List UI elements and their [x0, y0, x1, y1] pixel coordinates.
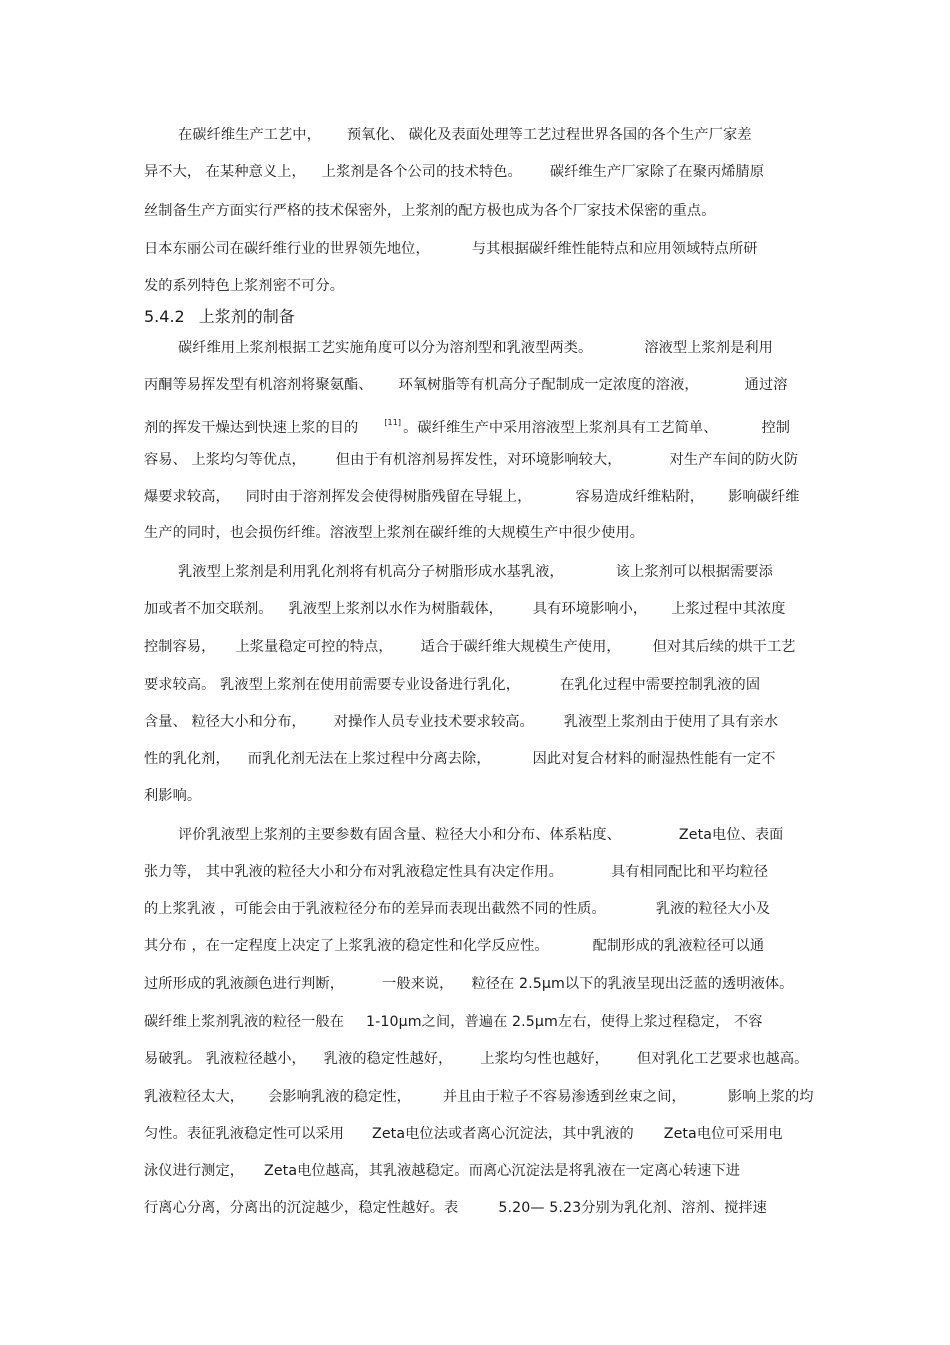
text-line: 匀性。表征乳液稳定性可以采用 Zeta电位法或者离心沉淀法，其中乳液的 Zeta电位可采用电 — [144, 1126, 783, 1142]
text-line: 过所形成的乳液颜色进行判断， 一般来说， 粒径在 2.5μm以下的乳液呈现出泛蓝的透明液体。 — [144, 976, 794, 992]
text-line: 碳纤维用上浆剂根据工艺实施角度可以分为溶剂型和乳液型两类。 溶液型上浆剂是利用 — [178, 340, 773, 356]
text-line: 剂的挥发干燥达到快速上浆的目的 [11] 。碳纤维生产中采用溶液型上浆剂具有工艺简单、 控制 — [144, 418, 791, 436]
text-line: 在碳纤维生产工艺中， 预氧化、 碳化及表面处理等工艺过程世界各国的各个生产厂家差 — [178, 127, 752, 143]
text-line: 碳纤维上浆剂乳液的粒径一般在 1-10μm之间，普遍在 2.5μm左右，使得上浆过程稳定， 不容 — [144, 1014, 763, 1030]
text-line: 容易、 上浆均匀等优点， 但由于有机溶剂易挥发性，对环境影响较大， 对生产车间的防火防 — [144, 452, 799, 468]
text-line: 易破乳。 乳液粒径越小， 乳液的稳定性越好， 上浆均匀性也越好， 但对乳化工艺要求也越高。 — [144, 1051, 809, 1067]
text-line: 异不大， 在某种意义上， 上浆剂是各个公司的技术特色。 碳纤维生产厂家除了在聚丙烯腈原 — [144, 164, 765, 180]
citation-mark: [11] — [384, 418, 402, 427]
text-line: 要求较高。 乳液型上浆剂在使用前需要专业设备进行乳化， 在乳化过程中需要控制乳液的固 — [144, 677, 761, 693]
text-line: 控制容易， 上浆量稳定可控的特点， 适合于碳纤维大规模生产使用， 但对其后续的烘干工艺 — [144, 639, 796, 655]
text-line: 加或者不加交联剂。 乳液型上浆剂以水作为树脂载体， 具有环境影响小， 上浆过程中其浓度 — [144, 601, 786, 617]
text-line: 利影响。 — [144, 788, 202, 804]
text-line: 乳液型上浆剂是利用乳化剂将有机高分子树脂形成水基乳液， 该上浆剂可以根据需要添 — [178, 564, 773, 580]
text-line: 丝制备生产方面实行严格的技术保密外，上浆剂的配方极也成为各个厂家技术保密的重点。 — [144, 203, 716, 219]
text-line: 日本东丽公司在碳纤维行业的世界领先地位， 与其根据碳纤维性能特点和应用领域特点所研 — [144, 241, 758, 257]
text-line: 泳仪进行测定， Zeta电位越高，其乳液越稳定。而离心沉淀法是将乳液在一定离心转速下进 — [144, 1163, 741, 1179]
text-line: 张力等， 其中乳液的粒径大小和分布对乳液稳定性具有决定作用。 具有相同配比和平均粒径 — [144, 864, 769, 880]
text-line: 发的系列特色上浆剂密不可分。 — [144, 278, 345, 294]
text-line: 乳液粒径太大， 会影响乳液的稳定性， 并且由于粒子不容易渗透到丝束之间， 影响上浆的均 — [144, 1089, 814, 1105]
text-line: 性的乳化剂， 而乳化剂无法在上浆过程中分离去除， 因此对复合材料的耐湿热性能有一定不 — [144, 751, 776, 767]
text-line: 行离心分离，分离出的沉淀越少，稳定性越好。表 5.20— 5.23分别为乳化剂、溶剂、搅拌速 — [144, 1200, 767, 1216]
text-line: 生产的同时，也会损伤纤维。溶液型上浆剂在碳纤维的大规模生产中很少使用。 — [144, 525, 645, 541]
text-line: 含量、 粒径大小和分布， 对操作人员专业技术要求较高。 乳液型上浆剂由于使用了具有亲水 — [144, 714, 779, 730]
text-line: 的上浆乳液 ，可能会由于乳液粒径分布的差异而表现出截然不同的性质。 乳液的粒径大小及 — [144, 901, 771, 917]
text-line: 丙酮等易挥发型有机溶剂将聚氨酯、 环氧树脂等有机高分子配制成一定浓度的溶液， 通过溶 — [144, 377, 788, 393]
text-line: 评价乳液型上浆剂的主要参数有固含量、粒径大小和分布、体系粘度、 Zeta电位、表面 — [178, 827, 784, 843]
text-line: 其分布 ，在一定程度上决定了上浆乳液的稳定性和化学反应性。 配制形成的乳液粒径可以通 — [144, 938, 765, 954]
section-title: 上浆剂的制备 — [198, 307, 295, 326]
section-number: 5.4.2 — [144, 307, 185, 326]
text-line: 爆要求较高， 同时由于溶剂挥发会使得树脂残留在导辊上， 容易造成纤维粘附， 影响碳纤维 — [144, 489, 800, 505]
section-heading — [144, 307, 295, 327]
